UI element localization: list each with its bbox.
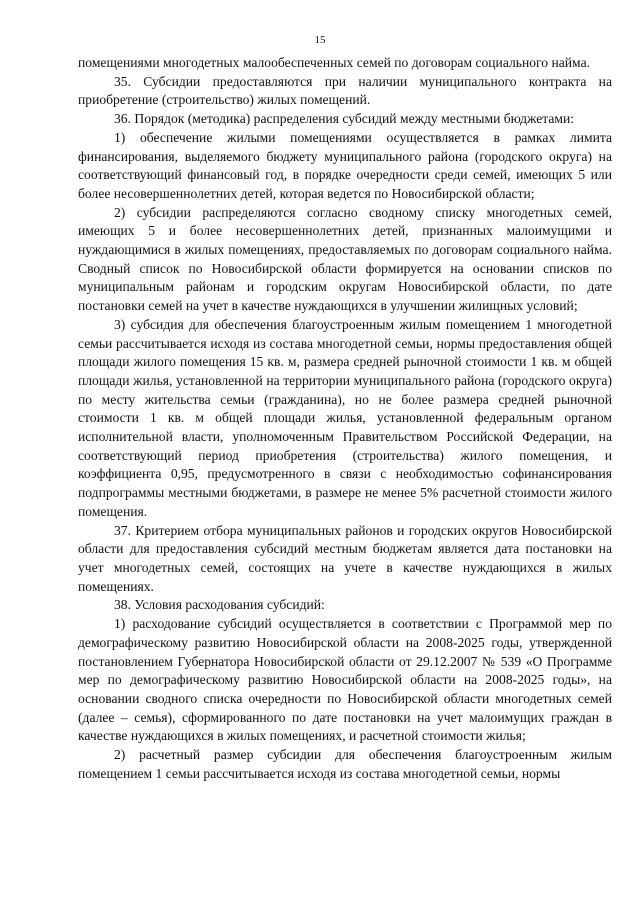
paragraph-36-item-1: 1) обеспечение жилыми помещениями осуществляется в рамках лимита финансирования, выделяемого бюджету муниципального района (городского округа) на соответствующий финансовый год, в порядке очередности среди семей, имеющих 5 или более несовершеннолетних детей, которая ведется по Новосибирской области; — [78, 129, 612, 201]
paragraph-37: 37. Критерием отбора муниципальных районов и городских округов Новосибирской области для предоставления субсидий местным бюджетам является дата постановки на учет многодетных семей, состоящих на учете в качестве нуждающихся в жилых помещениях. — [78, 522, 612, 594]
document-body — [78, 54, 612, 783]
paragraph-continuation: помещениями многодетных малообеспеченных семей по договорам социального найма. — [78, 55, 590, 70]
paragraph-38-item-1: 1) расходование субсидий осуществляется в соответствии с Программой мер по демографическому развитию Новосибирской области на 2008-2025 годы, утвержденной постановлением Губернатора Новосибирской области от 29.12.2007 № 539 «О Программе мер по демографическому развитию Новосибирской области на 2008-2025 годы», на основании сводного списка очередности по Новосибирской области многодетных семей (далее – семья), сформированного по дате постановки на учет малоимущих граждан в качестве нуждающихся в жилых помещениях, и расчетной стоимости жилья; — [78, 616, 612, 744]
paragraph-38-item-2: 2) расчетный размер субсидии для обеспечения благоустроенным жилым помещением 1 семьи рассчитывается исходя из состава многодетной семьи, нормы — [78, 747, 612, 781]
paragraph-36-item-2: 2) субсидии распределяются согласно сводному списку многодетных семей, имеющих 5 и более несовершеннолетних детей, признанных малоимущими и нуждающимися в жилых помещениях, предоставляемых по договорам социального найма. Сводный список по Новосибирской области формируется на основании списков по муниципальным районам и городским округам Новосибирской области, по дате постановки семей на учет в качестве нуждающихся в улучшении жилищных условий; — [78, 204, 612, 314]
paragraph-36: 36. Порядок (методика) распределения субсидий между местными бюджетами: — [114, 111, 575, 127]
paragraph-36-item-3: 3) субсидия для обеспечения благоустроенным жилым помещением 1 многодетной семьи рассчитывается исходя из состава многодетной семьи, нормы предоставления общей площади жилого помещения 15 кв. м, размера средней рыночной стоимости 1 кв. м общей площади жилья, установленной на территории муниципального района (городского округа) по месту жительства семьи (гражданина), но не более размера средней рыночной стоимости 1 кв. м общей площади жилья, установленной федеральным органом исполнительной власти, уполномоченным Правительством Российской Федерации, на соответствующий период приобретения (строительства) жилого помещения, и коэффициента 0,95, предусмотренного в связи с необходимостью софинансирования подпрограммы местными бюджетами, в размере не менее 5% расчетной стоимости жилого помещения. — [78, 316, 612, 519]
paragraph-35: 35. Субсидии предоставляются при наличии муниципального контракта на приобретение (строительство) жилых помещений. — [78, 73, 612, 108]
page-number: 15 — [314, 34, 326, 46]
paragraph-38: 38. Условия расходования субсидий: — [114, 597, 325, 613]
